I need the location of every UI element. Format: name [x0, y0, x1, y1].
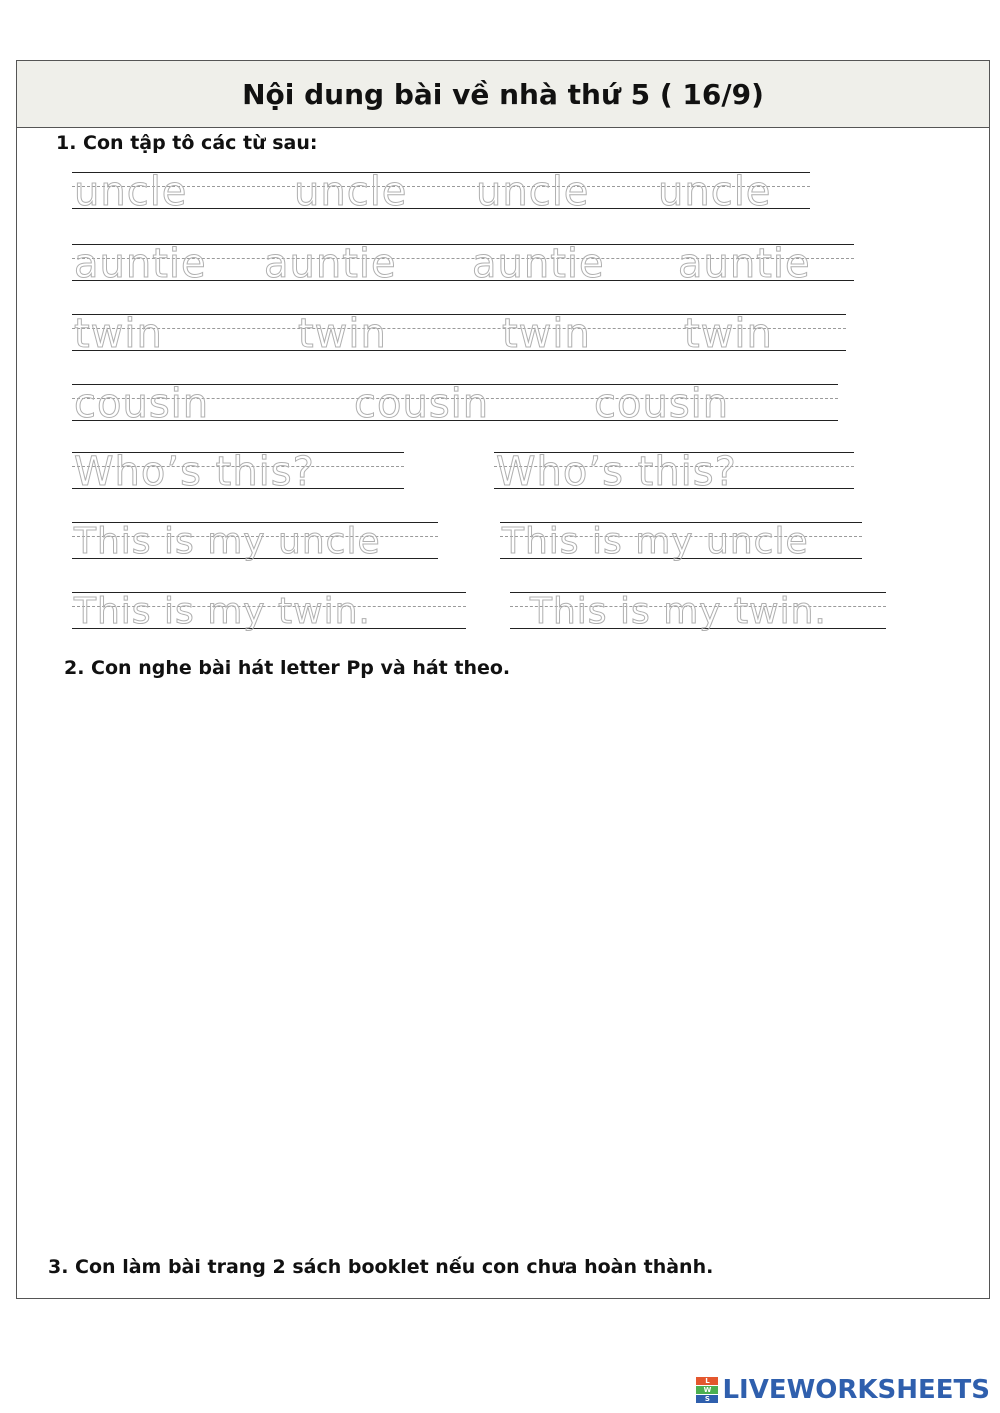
trace-word: auntie	[472, 241, 605, 287]
section2-label: 2. Con nghe bài hát letter Pp và hát theo.	[64, 657, 511, 679]
trace-word: twin	[684, 311, 773, 357]
logo-badge-icon	[696, 1377, 718, 1403]
section1-label: 1. Con tập tô các từ sau:	[56, 132, 318, 154]
page-title: Nội dung bài về nhà thứ 5 ( 16/9)	[242, 77, 764, 111]
section3-label: 3. Con làm bài trang 2 sách booklet nếu con chưa hoàn thành.	[48, 1256, 714, 1278]
trace-word: twin	[298, 311, 387, 357]
logo-badge-letter: S	[696, 1395, 718, 1403]
trace-word: uncle	[294, 169, 408, 215]
trace-sentence: This is my twin.	[74, 591, 371, 632]
trace-word: uncle	[74, 169, 188, 215]
trace-word: auntie	[264, 241, 397, 287]
trace-row-twin-sentence-right	[510, 592, 886, 632]
trace-word: auntie	[74, 241, 207, 287]
trace-word: cousin	[354, 381, 490, 427]
trace-row-uncle	[72, 169, 810, 215]
logo-badge-letter: L	[696, 1377, 718, 1385]
trace-sentence: Who’s this?	[496, 449, 737, 495]
trace-sentence: Who’s this?	[74, 449, 315, 495]
trace-row-twin	[72, 311, 846, 357]
trace-row-whos-this-left	[72, 449, 404, 495]
trace-word: uncle	[476, 169, 590, 215]
trace-sentence: This is my uncle	[502, 521, 809, 562]
trace-word: cousin	[594, 381, 730, 427]
trace-word: twin	[74, 311, 163, 357]
trace-sentence: This is my twin.	[530, 591, 827, 632]
trace-row-uncle-sentence-left	[72, 522, 438, 562]
liveworksheets-logo	[696, 1375, 990, 1405]
trace-word: auntie	[678, 241, 811, 287]
logo-text: LIVEWORKSHEETS	[722, 1375, 990, 1405]
trace-sentence: This is my uncle	[74, 521, 381, 562]
header-bar	[17, 61, 989, 128]
trace-row-cousin	[72, 381, 838, 427]
trace-row-uncle-sentence-right	[500, 522, 862, 562]
trace-row-twin-sentence-left	[72, 592, 466, 632]
logo-badge-letter: W	[696, 1386, 718, 1394]
trace-row-whos-this-right	[494, 449, 854, 495]
trace-word: twin	[502, 311, 591, 357]
trace-word: cousin	[74, 381, 210, 427]
trace-word: uncle	[658, 169, 772, 215]
trace-row-auntie	[72, 241, 854, 287]
